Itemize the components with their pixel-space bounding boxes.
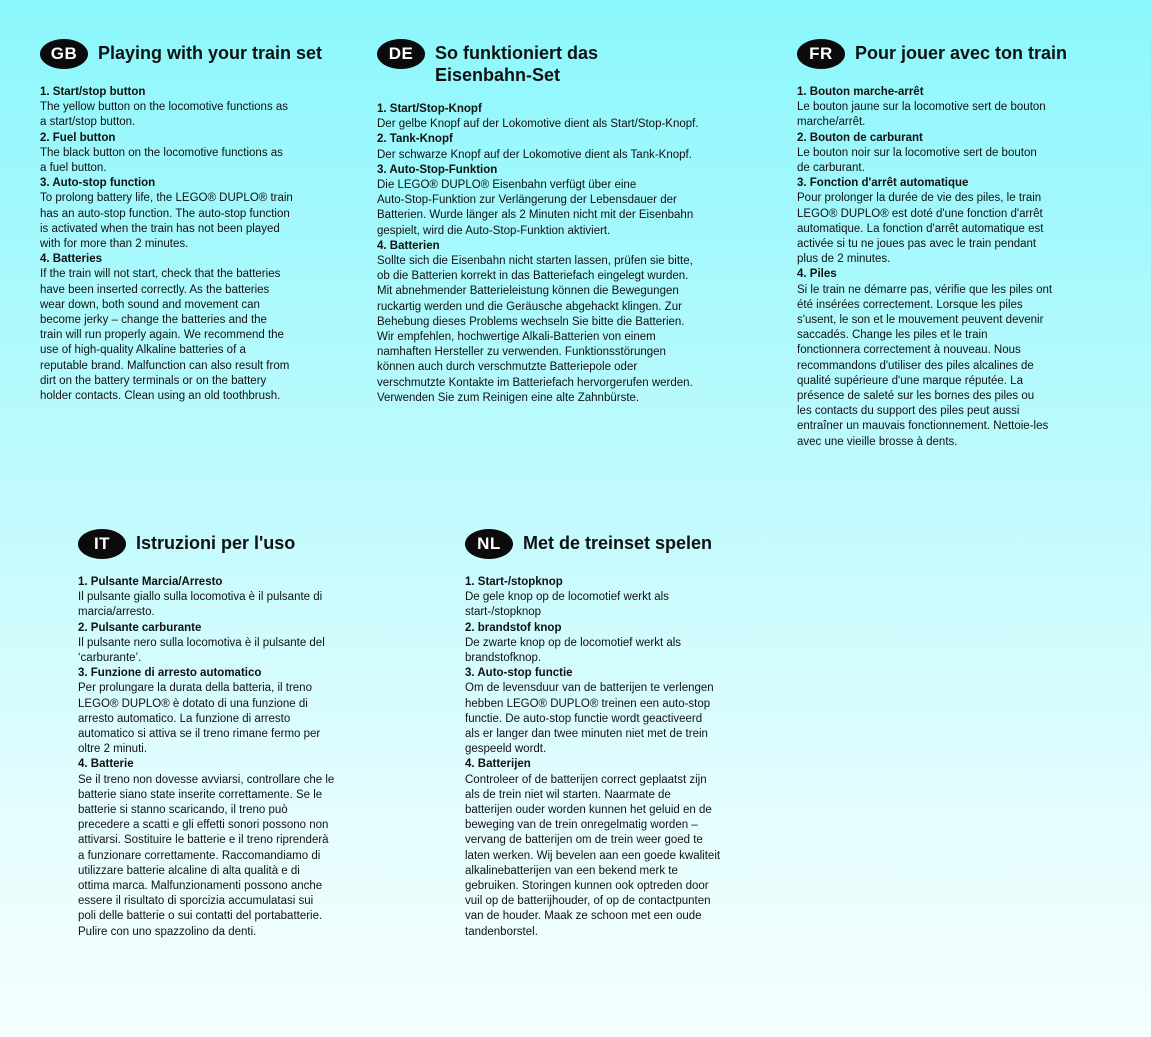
item-body: De zwarte knop op de locomotief werkt als brandstofknop. (465, 636, 682, 665)
item-body: Om de levensduur van de batterijen te verlengen hebben LEGO® DUPLO® treinen een auto-stop functie. De auto-stop functie wordt geactiveerd als er langer dan twee minuten niet met de trein gespeeld wordt. (465, 682, 714, 756)
item-body: Per prolungare la durata della batteria, il treno LEGO® DUPLO® è dotato di una funzione di arresto automatico. La funzione di arresto automatico si attiva se il treno rimane fermo per oltre 2 minuti. (78, 682, 321, 756)
instruction-list (40, 85, 340, 404)
section-nl (465, 532, 765, 940)
item-title: 1. Pulsante Marcia/Arresto (78, 576, 223, 588)
instruction-list (797, 85, 1097, 450)
item-title: 1. Bouton marche-arrêt (797, 86, 924, 98)
item-title: 4. Piles (797, 268, 837, 281)
instruction-list (78, 575, 378, 940)
item-title: 3. Funzione di arresto automatico (78, 667, 262, 680)
language-badge-nl: NL (465, 529, 513, 559)
section-heading (40, 42, 340, 69)
section-title: Playing with your train set (98, 43, 323, 63)
item-title: 1. Start/Stop-Knopf (377, 103, 482, 115)
item-body: Der gelbe Knopf auf der Lokomotive dient als Start/Stop-Knopf. (377, 118, 699, 131)
instruction-list (465, 575, 765, 940)
section-heading (78, 532, 378, 559)
section-it (78, 532, 378, 940)
item-body: Controleer of de batterijen correct geplaatst zijn als de trein niet wil starten. Naarmate de batterijen ouder worden kunnen het geluid en de beweging van de trein onregelmatig worden – vervang de batterijen om de trein weer goed te laten werken. Wij bevelen aan een goede kwaliteit alkalinebatterijen van een bekend merk te gebruiken. Storingen kunnen ook optreden door vuil op de batterijhouder, of op de contactpunten van de houder. Maak ze schoon met een oude tandenborstel. (465, 773, 721, 938)
language-badge-fr: FR (797, 39, 845, 69)
item-body: To prolong battery life, the LEGO® DUPLO® train has an auto-stop function. The auto-stop function is activated when the train has not been played with for more than 2 minutes. (40, 192, 293, 251)
section-heading (797, 42, 1097, 69)
item-body: Pour prolonger la durée de vie des piles, le train LEGO® DUPLO® est doté d'une fonction d'arrêt automatique. La fonction d'arrêt automatique est activée si tu ne joues pas avec le train pendant plus de 2 minutes. (797, 192, 1044, 266)
item-body: The yellow button on the locomotive functions as a start/stop button. (40, 101, 289, 129)
item-body: Sollte sich die Eisenbahn nicht starten lassen, prüfen sie bitte, ob die Batterien korrekt in das Batteriefach eingelegt wurden. Mit abnehmender Batterieleistung können die Bewegungen ruckartig werden und die Geräusche abgehackt klingen. Zur Behebung dieses Problems wechseln Sie bitte die Batterien. Wir empfehlen, hochwertige Alkali-Batterien von einem namhaften Hersteller zu verwenden. Funktionsstörungen können auch durch verschmutzte Batteriepole oder verschmutzte Kontakte im Batteriefach hervorgerufen werden. Verwenden Sie zum Reinigen eine alte Zahnbürste. (377, 255, 693, 404)
item-body: De gele knop op de locomotief werkt als start-/stopknop (465, 591, 669, 619)
section-heading (377, 42, 757, 86)
language-badge-it: IT (78, 529, 126, 559)
item-title: 3. Auto-stop functie (465, 667, 573, 680)
item-body: If the train will not start, check that the batteries have been inserted correctly. As the batteries wear down, both sound and movement can become jerky – change the batteries and the train will run properly again. We recommend the use of high-quality Alkaline batteries of a reputable brand. Malfunction can also result from dirt on the battery terminals or on the battery holder contacts. Clean using an old toothbrush. (40, 268, 290, 403)
item-body: Le bouton noir sur la locomotive sert de bouton de carburant. (797, 146, 1037, 175)
item-title: 4. Batterijen (465, 758, 531, 771)
item-title: 4. Batterie (78, 758, 134, 771)
item-title: 1. Start-/stopknop (465, 576, 563, 588)
item-title: 3. Fonction d'arrêt automatique (797, 177, 969, 190)
section-title: Istruzioni per l'uso (136, 533, 296, 553)
item-body: Il pulsante giallo sulla locomotiva è il pulsante di marcia/arresto. (78, 591, 323, 619)
item-title: 2. Fuel button (40, 131, 116, 144)
item-title: 2. Tank-Knopf (377, 133, 453, 146)
item-title: 2. Bouton de carburant (797, 131, 923, 144)
item-title: 2. Pulsante carburante (78, 621, 202, 634)
section-fr (797, 42, 1097, 450)
section-gb (40, 42, 340, 404)
language-badge-gb: GB (40, 39, 88, 69)
item-title: 1. Start/stop button (40, 86, 146, 98)
item-body: Se il treno non dovesse avviarsi, controllare che le batterie siano state inserite correttamente. Se le batterie si stanno scaricando, il treno può precedere a scatti e gli effetti sonori possono non attivarsi. Sostituire le batterie e il treno riprenderà a funzionare correttamente. Raccomandiamo di utilizzare batterie alcaline di alta qualità e di ottima marca. Malfunzionamenti possono anche essere il risultato di sporcizia accumulatasi sui poli delle batterie o sui contatti del portabatterie. Pulire con uno spazzolino da denti. (78, 773, 335, 938)
item-body: Le bouton jaune sur la locomotive sert de bouton marche/arrêt. (797, 101, 1046, 129)
section-de (377, 42, 757, 406)
item-body: Si le train ne démarre pas, vérifie que les piles ont été insérées correctement. Lorsque les piles s'usent, le son et le mouvement peuvent devenir saccadés. Change les piles et le train fonctionnera correctement à nouveau. Nous recommandons d'utiliser des piles alcalines de qualité supérieure d'une marque réputée. La présence de saleté sur les bornes des piles ou les contacts du support des piles peut aussi entraîner un mauvais fonctionnement. Nettoie-les avec une vieille brosse à dents. (797, 283, 1053, 448)
item-title: 3. Auto-stop function (40, 177, 156, 190)
item-title: 4. Batteries (40, 253, 103, 266)
language-badge-de: DE (377, 39, 425, 69)
item-title: 2. brandstof knop (465, 621, 562, 634)
item-title: 4. Batterien (377, 239, 440, 252)
section-title: So funktioniert das Eisenbahn-Set (435, 43, 599, 85)
item-body: Il pulsante nero sulla locomotiva è il pulsante del ‘carburante’. (78, 636, 325, 665)
section-title: Met de treinset spelen (523, 533, 713, 553)
section-title: Pour jouer avec ton train (855, 43, 1068, 63)
section-heading (465, 532, 765, 559)
instruction-list (377, 102, 757, 406)
item-body: Der schwarze Knopf auf der Lokomotive dient als Tank-Knopf. (377, 148, 692, 161)
item-body: Die LEGO® DUPLO® Eisenbahn verfügt über eine Auto-Stop-Funktion zur Verlängerung der Lebensdauer der Batterien. Wurde länger als 2 Minuten nicht mit der Eisenbahn gespielt, wird die Auto-Stop-Funktion aktiviert. (377, 179, 694, 237)
item-title: 3. Auto-Stop-Funktion (377, 163, 498, 176)
item-body: The black button on the locomotive functions as a fuel button. (40, 146, 283, 175)
